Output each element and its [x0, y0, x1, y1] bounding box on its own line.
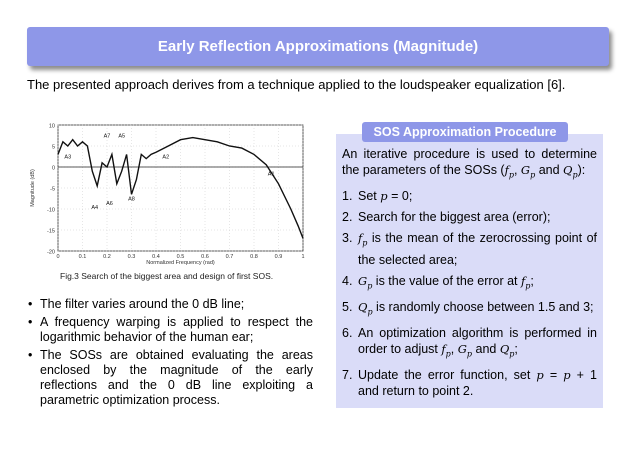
x-tick-label: 0.5	[176, 254, 185, 260]
slide-title-bar	[27, 27, 609, 66]
magnitude-figure	[28, 119, 308, 294]
sos-step-text: Search for the biggest area (error);	[358, 210, 551, 225]
y-tick-label: -20	[47, 249, 55, 256]
area-label: A1	[267, 171, 275, 178]
sos-step-number: 2.	[342, 210, 353, 225]
sos-step-text: Update the error function, set p = p + 1 and return to point 2.	[358, 368, 597, 399]
area-label: A5	[118, 133, 126, 140]
x-axis-label: Normalized Frequency (rad)	[146, 260, 215, 266]
area-label: A3	[64, 154, 72, 161]
x-tick-label: 0.2	[103, 254, 111, 260]
sos-step	[342, 230, 597, 267]
intro-text: The presented approach derives from a technique applied to the loudspeaker equalization [6].	[27, 77, 566, 92]
sos-step	[342, 367, 597, 399]
y-axis-label: Magnitude (dB)	[30, 169, 36, 207]
sos-step-number: 7.	[342, 368, 353, 383]
magnitude-chart	[28, 119, 308, 269]
area-label: A7	[103, 133, 111, 140]
sos-step-number: 4.	[342, 273, 353, 288]
sos-step-number: 1.	[342, 189, 353, 204]
y-tick-label: 10	[48, 123, 55, 130]
y-tick-label: -15	[47, 228, 55, 235]
x-tick-label: 0.1	[78, 254, 87, 260]
x-tick-label: 1	[301, 254, 305, 260]
area-label: A8	[128, 196, 135, 203]
y-tick-label: 5	[51, 144, 55, 151]
sos-step-text: An optimization algorithm is performed in order to adjust $f_p$, $G_p$ and $Q_p$;	[358, 326, 597, 359]
sos-step-number: 5.	[342, 299, 353, 314]
area-label: A2	[162, 154, 170, 161]
sos-step	[342, 209, 597, 225]
sos-step-text: Set p = 0;	[358, 189, 413, 204]
x-tick-label: 0.4	[152, 254, 160, 260]
sos-lead: An iterative procedure is used to determine the parameters of the SOSs ($f_p$, $G_p$ and $Q_p$):	[342, 147, 597, 180]
sos-step-text: $Q_p$ is randomly choose between 1.5 and 3;	[358, 299, 594, 317]
x-tick-label: 0	[56, 254, 60, 260]
area-label: A6	[106, 200, 113, 207]
sos-step-number: 6.	[342, 326, 353, 341]
sos-step	[342, 273, 597, 294]
x-tick-label: 0.6	[201, 254, 209, 260]
sos-step-text: $G_p$ is the value of the error at $f_p$;	[358, 273, 534, 290]
slide-title: Early Reflection Approximations (Magnitude)	[157, 38, 479, 55]
sos-step	[342, 325, 597, 362]
sos-procedure-heading: SOS Approximation Procedure	[362, 122, 568, 142]
bullet-list	[28, 297, 313, 411]
sos-step	[342, 188, 597, 204]
sos-steps	[342, 188, 597, 399]
figure-caption: Fig.3 Search of the biggest area and design of first SOS.	[60, 271, 274, 281]
x-tick-label: 0.3	[127, 254, 136, 260]
y-tick-label: -10	[47, 207, 55, 214]
y-tick-label: 0	[51, 165, 55, 172]
area-label: A4	[91, 205, 99, 211]
bullet-item: • The SOSs are obtained evaluating the areas enclosed by the magnitude of the early reflections and the 0 dB line exploiting a parametric optimization process.	[28, 348, 313, 407]
sos-step-text: $f_p$ is the mean of the zerocrossing point of the selected area;	[358, 231, 597, 267]
x-tick-label: 0.8	[250, 254, 258, 260]
sos-procedure-body	[342, 146, 597, 404]
x-tick-label: 0.9	[274, 254, 283, 260]
bullet-item: • The filter varies around the 0 dB line;	[28, 297, 245, 311]
y-tick-label: -5	[50, 186, 55, 193]
sos-step	[342, 299, 597, 320]
sos-step-number: 3.	[342, 231, 353, 246]
bullet-item: • A frequency warping is applied to respect the logarithmic behavior of the human ear;	[28, 315, 313, 344]
x-tick-label: 0.7	[225, 254, 234, 260]
